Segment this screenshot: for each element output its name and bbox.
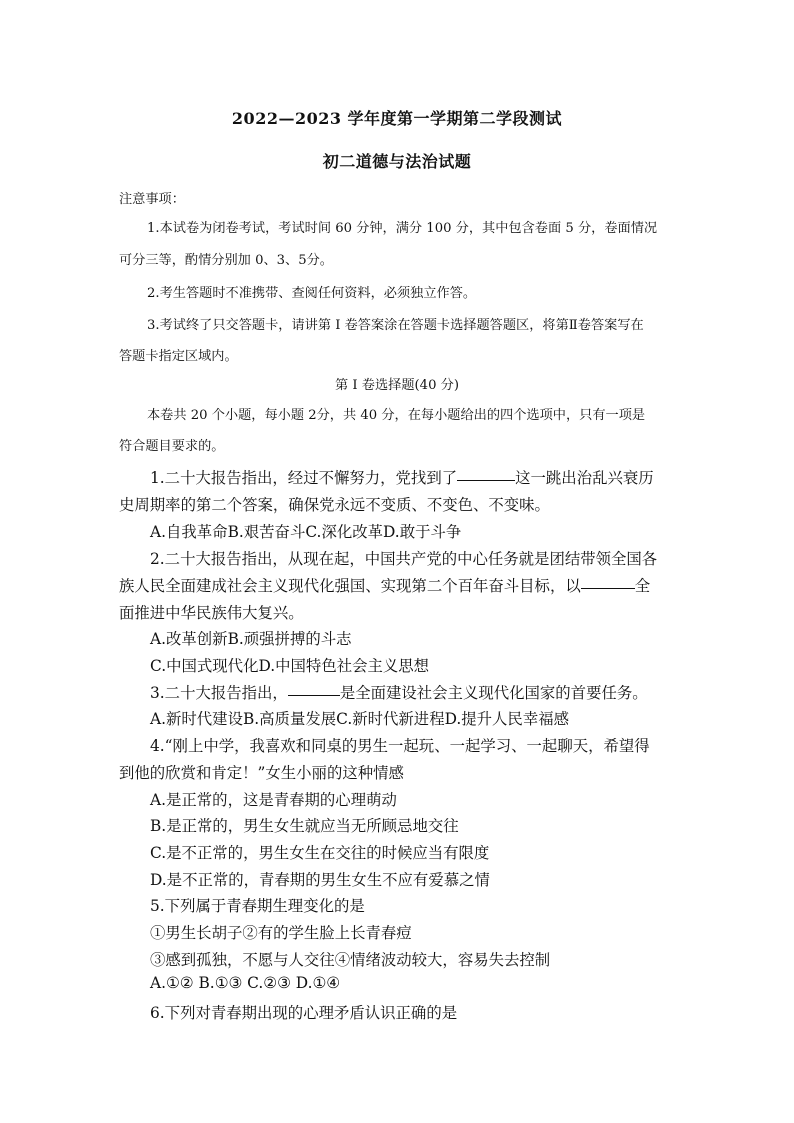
question-4-option-b: B.是正常的，男生女生就应当无所顾忌地交往 (150, 817, 459, 835)
question-4-option-a: A.是正常的，这是青春期的心理萌动 (150, 791, 397, 809)
question-6-line-1: 6.下列对青春期出现的心理矛盾认识正确的是 (150, 1004, 458, 1022)
answer-blank (581, 587, 635, 589)
question-2-options-2: C.中国式现代化D.中国特色社会主义思想 (150, 657, 430, 675)
exam-subtitle: 初二道德与法治试题 (322, 152, 472, 171)
question-2-line-1: 2.二十大报告指出，从现在起，中国共产党的中心任务就是团结带领全国各 (150, 550, 658, 568)
question-1-line-1 (150, 466, 654, 488)
section-heading: 第 I 卷选择题(40 分) (335, 378, 459, 393)
answer-blank (457, 479, 515, 481)
section-intro-line-2: 符合题目要求的。 (119, 439, 225, 454)
question-3-stem-a: 3.二十大报告指出， (150, 684, 288, 702)
question-3-stem-b: 是全面建设社会主义现代化国家的首要任务。 (339, 684, 648, 702)
question-2-stem-b: 全 (634, 577, 651, 595)
notice-item-1-line-2: 可分三等，酌情分别加 0、3、5分。 (119, 253, 333, 268)
notice-item-1-line-1: 1.本试卷为闭卷考试，考试时间 60 分钟，满分 100 分，其中包含卷面 5 分，卷面情况 (147, 221, 658, 236)
notice-item-3-line-2: 答题卡指定区域内。 (119, 349, 238, 364)
question-4-option-d: D.是不正常的，青春期的男生女生不应有爱慕之情 (150, 871, 490, 889)
question-1-stem-b: 这一跳出治乱兴衰历 (515, 469, 654, 487)
question-5-line-3: ③感到孤独，不愿与人交往④情绪波动较大，容易失去控制 (150, 951, 551, 969)
question-1-options: A.自我革命B.艰苦奋斗C.深化改革D.敢于斗争 (150, 523, 462, 541)
question-4-line-1: 4.“刚上中学，我喜欢和同桌的男生一起玩、一起学习、一起聊天，希望得 (150, 737, 650, 755)
question-1-line-2: 史周期率的第二个答案，确保党永远不变质、不变色、不变味。 (119, 496, 550, 514)
question-2-stem-a: 族人民全面建成社会主义现代化强国、实现第二个百年奋斗目标，以 (119, 577, 581, 595)
notice-item-2: 2.考生答题时不准携带、查阅任何资料，必须独立作答。 (147, 286, 477, 301)
question-3-line-1 (150, 681, 648, 703)
question-5-line-2: ①男生长胡子②有的学生脸上长青春痘 (150, 924, 412, 942)
section-intro-line-1: 本卷共 20 个小题，每小题 2分，共 40 分，在每小题给出的四个选项中，只有一项是 (147, 408, 646, 423)
exam-title: 2022—2023 学年度第一学期第二学段测试 (231, 109, 563, 128)
question-3-options: A.新时代建设B.高质量发展C.新时代新进程D.提升人民幸福感 (150, 710, 569, 728)
question-2-options-1: A.改革创新B.顽强拼搏的斗志 (150, 630, 352, 648)
question-1-stem-a: 1.二十大报告指出，经过不懈努力，党找到了 (150, 469, 458, 487)
answer-blank (288, 694, 340, 696)
question-2-line-2 (119, 574, 650, 596)
notice-heading: 注意事项： (119, 192, 185, 207)
question-2-line-3: 面推进中华民族伟大复兴。 (119, 604, 304, 622)
question-4-option-c: C.是不正常的，男生女生在交往的时候应当有限度 (150, 844, 490, 862)
question-4-line-2: 到他的欣赏和肯定！”女生小丽的这种情感 (119, 764, 404, 782)
question-5-line-1: 5.下列属于青春期生理变化的是 (150, 897, 365, 915)
question-5-options: A.①② B.①③ C.②③ D.①④ (150, 974, 341, 992)
notice-item-3-line-1: 3.考试终了只交答题卡，请讲第 I 卷答案涂在答题卡选择题答题区，将第Ⅱ卷答案写在 (147, 318, 644, 333)
